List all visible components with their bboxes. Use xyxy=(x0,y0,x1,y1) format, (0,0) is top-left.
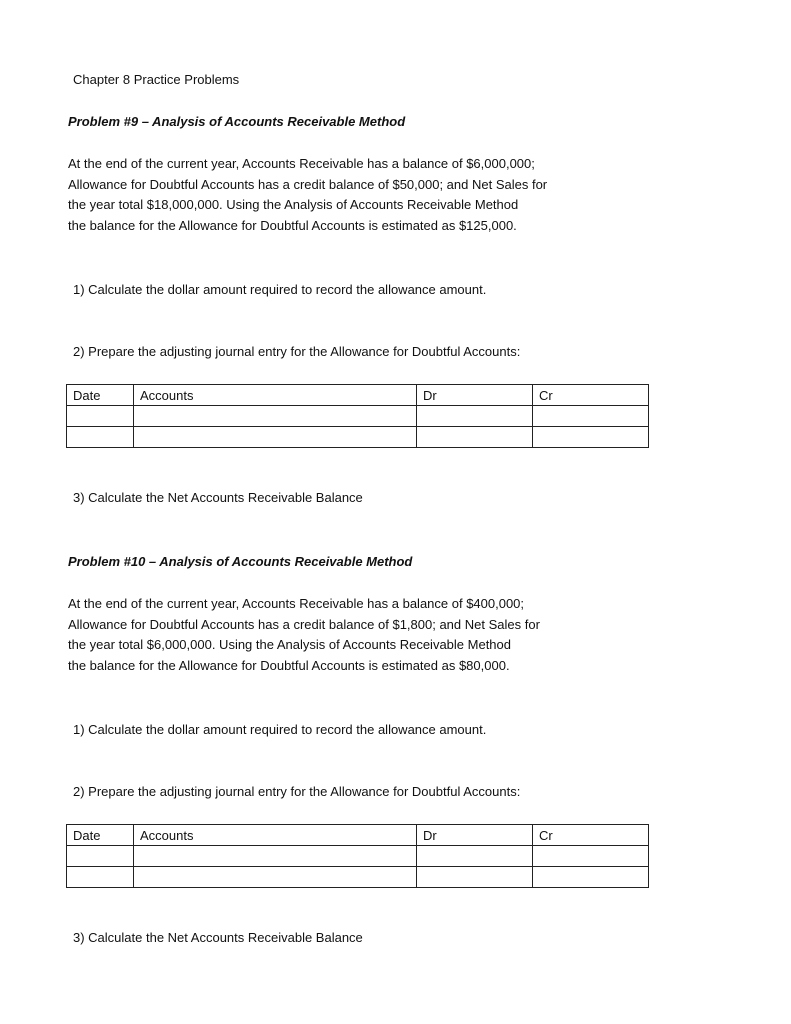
journal-entry-table xyxy=(66,384,649,448)
table-cell[interactable] xyxy=(67,406,134,427)
description-line: the year total $18,000,000. Using the Analysis of Accounts Receivable Method xyxy=(68,197,519,213)
description-line: Allowance for Doubtful Accounts has a credit balance of $50,000; and Net Sales for xyxy=(68,176,548,192)
header-date: Date xyxy=(67,825,134,846)
description-line: the balance for the Allowance for Doubtful Accounts is estimated as $80,000. xyxy=(68,658,510,674)
table-cell[interactable] xyxy=(134,867,417,888)
table-cell[interactable] xyxy=(417,846,533,867)
header-cr: Cr xyxy=(533,825,649,846)
table-cell[interactable] xyxy=(417,406,533,427)
problem-9 xyxy=(0,114,791,522)
table-cell[interactable] xyxy=(67,846,134,867)
question-2: 2) Prepare the adjusting journal entry for the Allowance for Doubtful Accounts: xyxy=(73,344,521,359)
table-cell[interactable] xyxy=(67,427,134,448)
problem-10 xyxy=(0,554,791,962)
table-cell[interactable] xyxy=(417,427,533,448)
table-cell[interactable] xyxy=(417,867,533,888)
table-row xyxy=(67,427,649,448)
problem-description xyxy=(68,594,540,677)
table-cell[interactable] xyxy=(134,406,417,427)
description-line: At the end of the current year, Accounts Receivable has a balance of $6,000,000; xyxy=(68,156,535,171)
question-2: 2) Prepare the adjusting journal entry for the Allowance for Doubtful Accounts: xyxy=(73,784,521,799)
table-row xyxy=(67,406,649,427)
table-row xyxy=(67,867,649,888)
table-cell[interactable] xyxy=(67,867,134,888)
question-3: 3) Calculate the Net Accounts Receivable Balance xyxy=(73,490,363,505)
table-header-row xyxy=(67,385,649,406)
description-line: At the end of the current year, Accounts Receivable has a balance of $400,000; xyxy=(68,596,525,611)
header-dr: Dr xyxy=(417,385,533,406)
document-title: Chapter 8 Practice Problems xyxy=(73,72,240,87)
description-line: Allowance for Doubtful Accounts has a credit balance of $1,800; and Net Sales for xyxy=(68,616,540,632)
description-line: the balance for the Allowance for Doubtful Accounts is estimated as $125,000. xyxy=(68,218,517,234)
problem-heading: Problem #9 – Analysis of Accounts Receivable Method xyxy=(68,114,406,129)
header-accounts: Accounts xyxy=(134,385,417,406)
problem-heading: Problem #10 – Analysis of Accounts Receivable Method xyxy=(68,554,413,569)
table-cell[interactable] xyxy=(134,427,417,448)
table-cell[interactable] xyxy=(533,427,649,448)
table-header-row xyxy=(67,825,649,846)
question-1: 1) Calculate the dollar amount required to record the allowance amount. xyxy=(73,722,487,737)
header-dr: Dr xyxy=(417,825,533,846)
table-cell[interactable] xyxy=(533,846,649,867)
description-line: the year total $6,000,000. Using the Analysis of Accounts Receivable Method xyxy=(68,637,511,653)
header-cr: Cr xyxy=(533,385,649,406)
question-1: 1) Calculate the dollar amount required to record the allowance amount. xyxy=(73,282,487,297)
header-date: Date xyxy=(67,385,134,406)
table-cell[interactable] xyxy=(134,846,417,867)
question-3: 3) Calculate the Net Accounts Receivable Balance xyxy=(73,930,363,945)
table-row xyxy=(67,846,649,867)
journal-entry-table xyxy=(66,824,649,888)
problem-description xyxy=(68,154,547,237)
header-accounts: Accounts xyxy=(134,825,417,846)
table-cell[interactable] xyxy=(533,406,649,427)
table-cell[interactable] xyxy=(533,867,649,888)
